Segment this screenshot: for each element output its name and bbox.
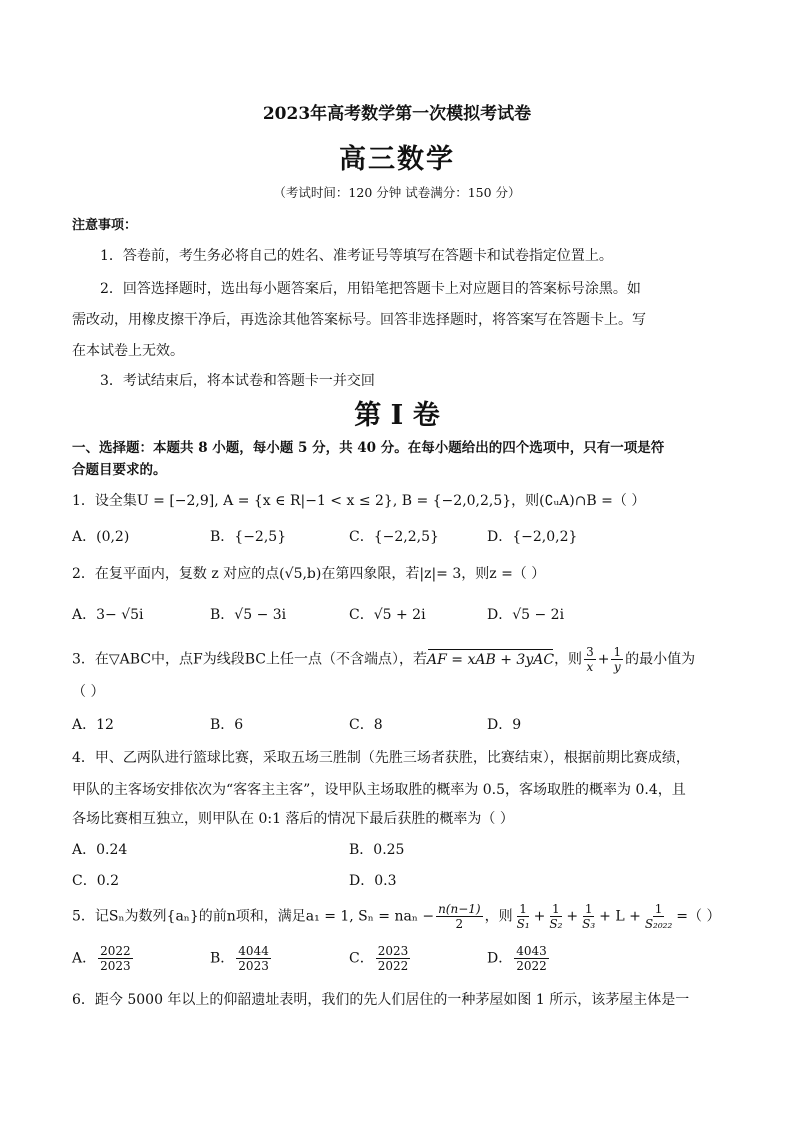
question-5-stem-mid: ，则 bbox=[484, 908, 513, 925]
sum-ellipsis: + L + bbox=[599, 908, 641, 925]
fraction-denominator: S₂ bbox=[549, 917, 563, 931]
fraction-numerator: 1 bbox=[552, 902, 560, 916]
fraction-numerator: 2023 bbox=[377, 944, 409, 958]
question-3-option-d: D．9 bbox=[487, 717, 522, 733]
option-fraction bbox=[376, 944, 411, 973]
sum-term-last bbox=[643, 902, 674, 931]
question-2-option-b: B．√5 − 3i bbox=[210, 607, 287, 623]
question-4-line-1: 4．甲、乙两队进行篮球比赛，采取五场三胜制（先胜三场者获胜，比赛结束），根据前期比赛成绩， bbox=[72, 750, 690, 766]
option-label: D． bbox=[487, 950, 513, 967]
note-item-2-line-2: 需改动，用橡皮擦干净后，再选涂其他答案标号。回答非选择题时，将答案写在答题卡上。写 bbox=[72, 312, 646, 328]
question-2-option-a: A．3− √5i bbox=[72, 607, 144, 623]
fraction-numerator: 1 bbox=[519, 902, 527, 916]
fraction-numerator: 4044 bbox=[238, 944, 269, 958]
question-1-option-b: B．{−2,5} bbox=[210, 529, 287, 545]
note-item-3: 3．考试结束后，将本试卷和答题卡一并交回 bbox=[100, 373, 375, 389]
question-1-stem: 1．设全集U = [−2,9], A = {x ∈ R|−1 < x ≤ 2}, B = {−2,0,2,5}，则(∁ᵤA)∩B =（ ） bbox=[72, 493, 646, 509]
question-5-stem-post: =（ ） bbox=[676, 908, 721, 925]
option-label: C． bbox=[349, 950, 374, 967]
notes-heading: 注意事项： bbox=[72, 218, 138, 233]
fraction-denominator: S₃ bbox=[582, 917, 596, 931]
fraction-numerator: 3 bbox=[586, 645, 594, 659]
question-3-stem bbox=[72, 645, 695, 674]
fraction-denominator: x bbox=[586, 660, 594, 674]
question-1-option-c: C．{−2,2,5} bbox=[349, 529, 439, 545]
question-5-option-c bbox=[349, 944, 412, 973]
question-6-line-1: 6．距今 5000 年以上的仰韶遗址表明，我们的先人们居住的一种茅屋如图 1 所示，该茅屋主体是一 bbox=[72, 992, 690, 1008]
exam-info: （考试时间：120 分钟 试卷满分：150 分） bbox=[273, 185, 521, 200]
question-5-stem: 5．记Sₙ为数列{aₙ}的前n项和，满足a₁ = 1, Sₙ = naₙ − $\frac{n(n-1)}{2}$ ，则 $\frac{1}{\text{S₁}}$ + $\frac{1}{\text{S₂}}$ + $\frac{1}{\text{S₃}}$ + L + $\frac{1}{\text{S₂₀₂₂}}$ =（ ） bbox=[72, 902, 721, 931]
question-2-option-d: D．√5 − 2i bbox=[487, 607, 565, 623]
question-3-stem-line-2: （ ） bbox=[72, 684, 105, 700]
fraction-numerator: 1 bbox=[654, 902, 663, 916]
sum-term-3 bbox=[580, 902, 597, 931]
question-3-option-b: B．6 bbox=[210, 717, 244, 733]
option-fraction bbox=[236, 944, 271, 973]
question-4-option-c: C．0.2 bbox=[72, 873, 119, 889]
question-5-option-b bbox=[210, 944, 273, 973]
fraction-denominator: y bbox=[613, 660, 621, 674]
plus-sign: + bbox=[597, 651, 610, 668]
note-item-2-line-3: 在本试卷上无效。 bbox=[72, 343, 184, 359]
question-1-option-d: D．{−2,0,2} bbox=[487, 529, 578, 545]
fraction-numerator: 4043 bbox=[516, 944, 547, 958]
question-3-stem-mid: ，则 bbox=[554, 651, 583, 668]
option-fraction bbox=[514, 944, 549, 973]
note-item-1: 1．答卷前，考生务必将自己的姓名、准考证号等填写在答题卡和试卷指定位置上。 bbox=[100, 248, 613, 264]
question-5-stem-pre: 5．记Sₙ为数列{aₙ}的前n项和，满足a₁ = 1, Sₙ = naₙ − bbox=[72, 908, 435, 925]
fraction-numerator: n(n−1) bbox=[438, 902, 481, 916]
question-3-fraction-1 bbox=[584, 645, 596, 674]
question-5-option-d bbox=[487, 944, 551, 973]
fraction-denominator: 2022 bbox=[377, 959, 409, 973]
exam-title: 2023年高考数学第一次模拟考试卷 bbox=[262, 104, 532, 124]
question-3-stem-post: 的最小值为 bbox=[625, 651, 696, 668]
question-2-stem: 2．在复平面内，复数 z 对应的点(√5,b)在第四象限，若|z|= 3，则z =（ ） bbox=[72, 566, 546, 582]
question-5-fraction bbox=[436, 902, 483, 931]
section-intro-line-1: 一、选择题：本题共 8 小题，每小题 5 分，共 40 分。在每小题给出的四个选项中，只有一项是符 bbox=[72, 440, 665, 456]
fraction-denominator: 2023 bbox=[100, 959, 131, 973]
subject-title: 高三数学 bbox=[339, 144, 455, 175]
section-intro-line-2: 合题目要求的。 bbox=[72, 462, 167, 478]
sum-term-2 bbox=[547, 902, 564, 931]
question-3-fraction-2 bbox=[611, 645, 623, 674]
fraction-denominator: S₂₀₂₂ bbox=[644, 917, 673, 931]
question-4-option-b: B．0.25 bbox=[349, 842, 405, 858]
fraction-numerator: 1 bbox=[613, 645, 622, 659]
question-3-option-a: A．12 bbox=[72, 717, 114, 733]
option-label: A． bbox=[72, 950, 97, 967]
part-title: 第 I 卷 bbox=[354, 400, 440, 431]
fraction-numerator: 2022 bbox=[100, 944, 131, 958]
fraction-denominator: S₁ bbox=[516, 917, 530, 931]
sum-term-1 bbox=[515, 902, 532, 931]
question-4-line-3: 各场比赛相互独立，则甲队在 0:1 落后的情况下最后获胜的概率为（ ） bbox=[72, 811, 514, 827]
note-item-2-line-1: 2．回答选择题时，选出每小题答案后，用铅笔把答题卡上对应题目的答案标号涂黑。如 bbox=[100, 281, 641, 297]
question-3-option-c: C．8 bbox=[349, 717, 383, 733]
fraction-numerator: 1 bbox=[584, 902, 593, 916]
question-4-option-a: A．0.24 bbox=[72, 842, 128, 858]
option-label: B． bbox=[210, 950, 235, 967]
fraction-denominator: 2023 bbox=[238, 959, 269, 973]
fraction-denominator: 2022 bbox=[516, 959, 547, 973]
question-1-option-a: A．(0,2) bbox=[72, 529, 130, 545]
option-fraction bbox=[98, 944, 133, 973]
question-5-option-a bbox=[72, 944, 135, 973]
question-4-option-d: D．0.3 bbox=[349, 873, 397, 889]
fraction-denominator: 2 bbox=[455, 917, 464, 931]
question-3-vector-equation: AF = xAB + 3yAC bbox=[427, 651, 555, 668]
question-2-option-c: C．√5 + 2i bbox=[349, 607, 426, 623]
question-4-line-2: 甲队的主客场安排依次为“客客主主客”，设甲队主场取胜的概率为 0.5，客场取胜的概率为 0.4，且 bbox=[72, 782, 686, 798]
question-3-stem-pre: 3．在▽ABC中，点F为线段BC上任一点（不含端点），若 bbox=[72, 651, 428, 668]
